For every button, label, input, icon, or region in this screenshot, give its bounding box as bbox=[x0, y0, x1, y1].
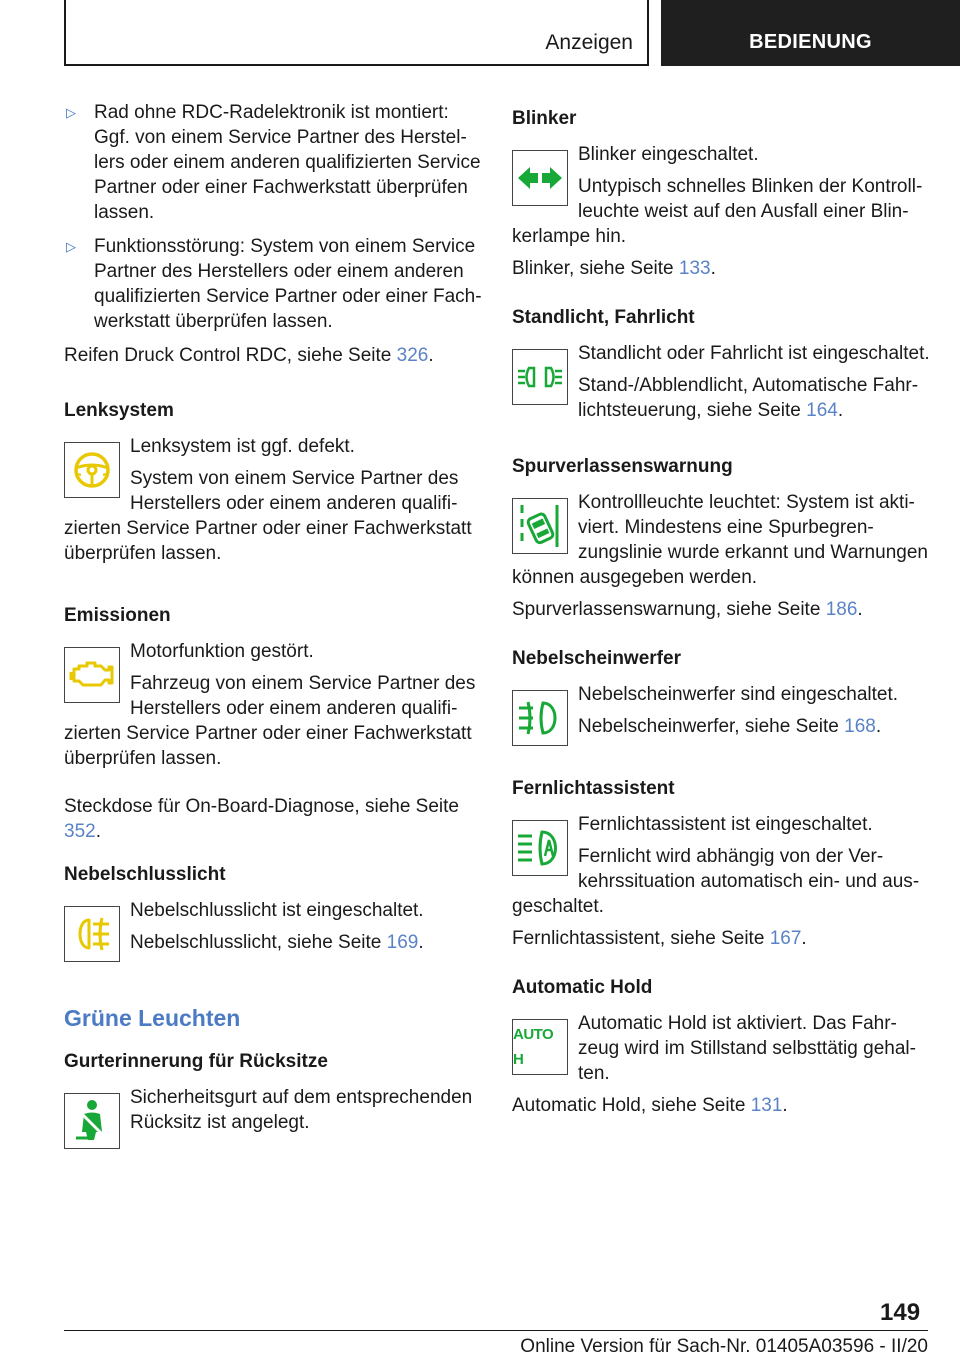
standlicht-reference: Stand-/Abblendlicht, Automatische Fahrlichtsteuerung, siehe Seite 164. bbox=[578, 375, 919, 421]
rear-fog-reference: Nebelschlusslicht, siehe Seite 169. bbox=[130, 932, 424, 953]
standlicht-entry: Standlicht oder Fahrlicht ist eingeschaltet. Stand-/Abblendlicht, Automatische Fahrlichtsteuerung, siehe Seite 164. bbox=[512, 341, 930, 430]
rdc-reference: Reifen Druck Control RDC, siehe Seite 326. bbox=[64, 345, 434, 366]
page-link-326[interactable]: 326 bbox=[396, 345, 429, 366]
fernlicht-heading: Fernlichtassistent bbox=[512, 778, 675, 799]
auto-hold-icon bbox=[512, 1019, 568, 1075]
blinker-entry: Blinker eingeschaltet. Untypisch schnelles Blinken der Kontrollleuchte weist auf den Ausfall einer Blinkerlampe hin. bbox=[512, 144, 923, 247]
gurt-entry: Sicherheitsgurt auf dem entsprechenden Rücksitz ist angelegt. bbox=[64, 1085, 484, 1153]
engine-warning-icon bbox=[64, 647, 120, 703]
header-section-box bbox=[64, 0, 649, 66]
page-number: 149 bbox=[880, 1299, 921, 1326]
page-link-186[interactable]: 186 bbox=[825, 599, 858, 620]
page-link-164[interactable]: 164 bbox=[806, 400, 838, 421]
header-chapter-tab: BEDIENUNG bbox=[661, 0, 960, 66]
triangle-bullet-icon: ▷ bbox=[66, 105, 76, 120]
autohold-reference: Automatic Hold, siehe Seite 131. bbox=[512, 1095, 788, 1116]
fernlicht-reference: Fernlichtassistent, siehe Seite 167. bbox=[512, 928, 807, 949]
lane-departure-icon bbox=[512, 498, 568, 554]
gurt-heading: Gurterinnerung für Rücksitze bbox=[64, 1051, 328, 1072]
bullet-item: ▷ Rad ohne RDC-Radelektronik ist montiert: Ggf. von einem Service Partner des Herstellers oder einem anderen qualifizierten Service Partner oder einer Fachwerkstatt überprüfen lassen. bbox=[66, 102, 481, 223]
spur-reference: Spurverlassenswarnung, siehe Seite 186. bbox=[512, 599, 863, 620]
triangle-bullet-icon: ▷ bbox=[66, 239, 76, 254]
page-link-169[interactable]: 169 bbox=[386, 932, 419, 953]
steering-warning-icon bbox=[64, 442, 120, 498]
seatbelt-icon bbox=[64, 1093, 120, 1149]
spur-entry: Kontrollleuchte leuchtet: System ist aktiviert. Mindestens eine Spurbegrenzungslinie wurde erkannt und Warnungen können ausgegeben werden. bbox=[512, 492, 928, 588]
parking-light-icon bbox=[512, 349, 568, 405]
page-link-167[interactable]: 167 bbox=[769, 928, 802, 949]
nebelscheinwerfer-heading: Nebelscheinwerfer bbox=[512, 648, 681, 669]
nebelschlusslicht-entry: Nebelschlusslicht ist eingeschaltet. Nebelschlusslicht, siehe Seite 169. bbox=[64, 898, 484, 966]
nebelschlusslicht-heading: Nebelschlusslicht bbox=[64, 864, 226, 885]
lenksystem-entry: Lenksystem ist ggf. defekt. System von einem Service Partner des Herstellers oder einem anderen qualifizierten Service Partner oder einer Fachwerkstatt überprüfen lassen. bbox=[64, 436, 472, 564]
front-fog-reference: Nebelscheinwerfer, siehe Seite 168. bbox=[578, 716, 882, 737]
auto-hold-icon-text: AUTO H bbox=[513, 1026, 554, 1068]
blinker-reference: Blinker, siehe Seite 133. bbox=[512, 258, 716, 279]
emissionen-entry: Motorfunktion gestört. Fahrzeug von einem Service Partner des Herstellers oder einem anderen qualifizierten Service Partner oder einer Fachwerkstatt überprüfen lassen. bbox=[64, 641, 476, 769]
emissionen-heading: Emissionen bbox=[64, 605, 171, 626]
lenksystem-heading: Lenksystem bbox=[64, 400, 174, 421]
bullet-item: ▷ Funktionsstörung: System von einem Service Partner des Herstellers oder einem anderen qualifizierten Service Partner oder einer Fachwerkstatt überprüfen lassen. bbox=[66, 236, 482, 332]
turn-signal-icon bbox=[512, 150, 568, 206]
page-link-352[interactable]: 352 bbox=[64, 821, 96, 842]
nebelscheinwerfer-entry: Nebelscheinwerfer sind eingeschaltet. Nebelscheinwerfer, siehe Seite 168. bbox=[512, 682, 930, 750]
left-column bbox=[64, 100, 484, 1153]
front-fog-light-icon bbox=[512, 690, 568, 746]
section-heading-gruene-leuchten: Grüne Leuchten bbox=[64, 1005, 241, 1031]
obd-reference: Steckdose für On-Board-Diagnose, siehe Seite 352. bbox=[64, 796, 459, 842]
autohold-entry: AUTO H Automatic Hold ist aktiviert. Das Fahrzeug wird im Stillstand selbsttätig gehalten. bbox=[513, 1013, 916, 1084]
high-beam-assist-icon bbox=[512, 820, 568, 876]
page-link-131[interactable]: 131 bbox=[750, 1095, 783, 1116]
fernlicht-entry: Fernlichtassistent ist eingeschaltet. Fernlicht wird abhängig von der Verkehrssituation automatisch ein- und ausgeschaltet. bbox=[512, 814, 920, 917]
right-column bbox=[512, 100, 930, 1125]
header-section-title: Anzeigen bbox=[545, 31, 633, 54]
page-link-168[interactable]: 168 bbox=[844, 716, 876, 737]
rear-fog-light-icon bbox=[64, 906, 120, 962]
blinker-heading: Blinker bbox=[512, 108, 577, 129]
autohold-heading: Automatic Hold bbox=[512, 977, 653, 998]
footer-version-text: Online Version für Sach-Nr. 01405A03596 - II/20 bbox=[520, 1336, 928, 1357]
spur-heading: Spurverlassenswarnung bbox=[512, 456, 733, 477]
standlicht-heading: Standlicht, Fahrlicht bbox=[512, 307, 695, 328]
page-link-133[interactable]: 133 bbox=[678, 258, 711, 279]
footer-divider bbox=[64, 1330, 928, 1331]
